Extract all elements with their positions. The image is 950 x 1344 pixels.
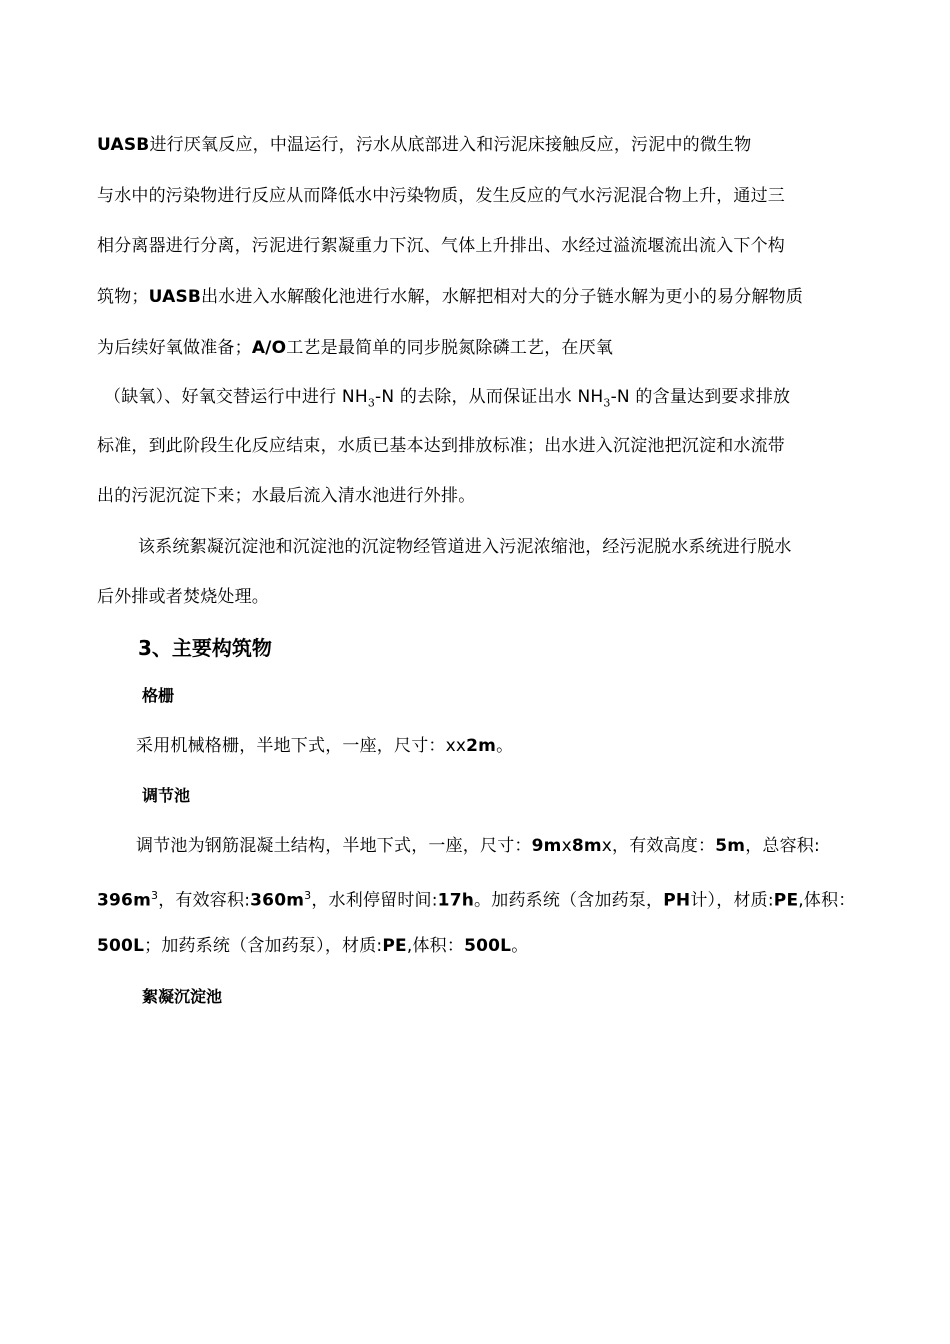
- subscript: 3: [603, 396, 611, 410]
- paragraph1-line2: [97, 184, 785, 208]
- text-run: -N 的含量达到要求排放: [610, 387, 791, 407]
- text-run: 相分离器进行分离，污泥进行絮凝重力下沉、气体上升排出、水经过溢流堰流出流入下个构: [97, 236, 785, 256]
- text-run: 为后续好氧做准备；: [97, 338, 252, 358]
- paragraph1-line3: [97, 234, 785, 258]
- text-run: 筑物；: [97, 287, 149, 307]
- ph-term: PH: [663, 890, 691, 911]
- uasb-term: UASB: [148, 287, 202, 307]
- text-run: 与水中的污染物进行反应从而降低水中污染物质，发生反应的气水污泥混合物上升，通过三: [97, 186, 785, 206]
- text-run: 。: [511, 936, 529, 956]
- text-run: 调节池为钢筋混凝土结构，半地下式，一座，尺寸：: [136, 836, 532, 856]
- text-run: ，总容积:: [745, 836, 820, 856]
- text-run: ，有效容积:: [158, 890, 251, 911]
- paragraph1-line1: [97, 133, 751, 157]
- ao-term: A/O: [251, 338, 287, 358]
- text-run: ，水利停留时间:: [311, 890, 438, 911]
- text-run: 采用机械格栅，半地下式，一座，尺寸：xx: [136, 736, 467, 756]
- subsection-heading-flocculation-tank: 絮凝沉淀池: [142, 987, 223, 1006]
- regulating-tank-line3: [97, 934, 528, 958]
- paragraph1-line4: [97, 285, 803, 309]
- volume-value: 360m: [250, 890, 305, 911]
- material-value: PE: [773, 890, 799, 911]
- text-run: ,体积：: [798, 890, 856, 911]
- paragraph1-line5: [97, 336, 613, 360]
- volume-value: 396m: [97, 890, 151, 911]
- text-run: ,体积：: [406, 936, 465, 956]
- uasb-term: UASB: [97, 135, 150, 155]
- volume-value: 500L: [464, 936, 512, 956]
- text-run: 出水进入水解酸化池进行水解，水解把相对大的分子链水解为更小的易分解物质: [201, 287, 804, 307]
- text-run: 。加药系统（含加药泵，: [474, 890, 664, 911]
- time-value: 17h: [437, 890, 475, 911]
- text-run: 。: [496, 736, 514, 756]
- text-run: （缺氧）、好氧交替运行中进行 NH: [104, 387, 368, 407]
- volume-value: 500L: [97, 936, 145, 956]
- text-run: 出的污泥沉淀下来；水最后流入清水池进行外排。: [97, 486, 476, 506]
- dimension-value: 2m: [466, 736, 497, 756]
- material-value: PE: [382, 936, 407, 956]
- regulating-tank-line2: [97, 884, 855, 913]
- subsection-heading-regulating-tank: 调节池: [142, 786, 191, 805]
- dimension-value: 5m: [715, 836, 746, 856]
- text-run: 进行厌氧反应，中温运行，污水从底部进入和污泥床接触反应，污泥中的微生物: [149, 135, 752, 155]
- subsection-heading-grille: 格栅: [142, 686, 175, 705]
- section-heading: 3、主要构筑物: [138, 636, 272, 660]
- text-run: 计），材质:: [690, 890, 774, 911]
- subscript: 3: [367, 396, 376, 410]
- text-run: 标准，到此阶段生化反应结束，水质已基本达到排放标准；出水进入沉淀池把沉淀和水流带: [97, 436, 785, 456]
- text-run: x，有效高度：: [601, 836, 716, 856]
- text-run: 该系统絮凝沉淀池和沉淀池的沉淀物经管道进入污泥浓缩池，经污泥脱水系统进行脱水: [138, 537, 792, 557]
- dimension-value: 9m: [531, 836, 562, 856]
- paragraph1-line8: [97, 484, 475, 508]
- regulating-tank-line1: [136, 834, 820, 858]
- paragraph2-line1: [138, 535, 792, 559]
- text-run: -N 的去除，从而保证出水 NH: [375, 387, 604, 407]
- text-run: 工艺是最简单的同步脱氮除磷工艺，在厌氧: [286, 338, 614, 358]
- text-run: 后外排或者焚烧处理。: [97, 587, 269, 607]
- text-run: ；加药系统（含加药泵），材质:: [144, 936, 383, 956]
- superscript: 3: [304, 889, 312, 902]
- paragraph2-line2: [97, 585, 269, 609]
- grille-description: [136, 734, 513, 758]
- paragraph1-line7: [97, 434, 785, 458]
- dimension-value: 8m: [571, 836, 602, 856]
- superscript: 3: [151, 889, 159, 902]
- text-run: x: [561, 836, 572, 856]
- paragraph1-line6: [104, 385, 790, 415]
